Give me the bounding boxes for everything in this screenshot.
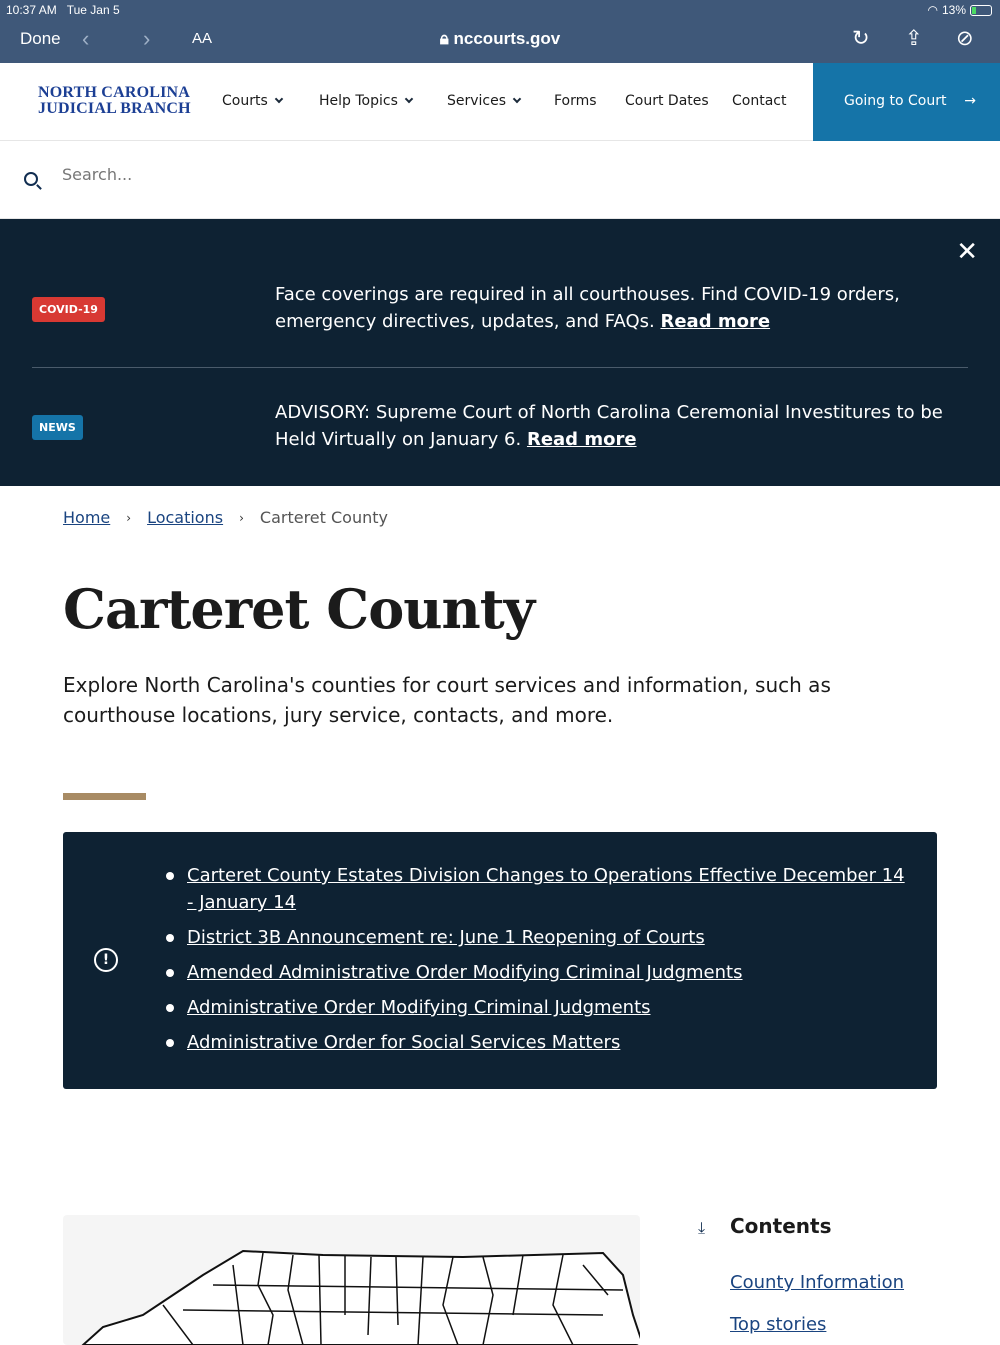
county-map [63,1215,640,1345]
alert-banner [0,219,1000,486]
search-input[interactable] [62,165,862,184]
site-header [0,63,1000,141]
back-icon[interactable]: ‹ [82,26,90,51]
covid-alert-text [275,281,975,335]
accent-rule [63,793,146,800]
nav-help-topics[interactable] [319,93,412,109]
news-badge: NEWS [32,415,83,440]
chevron-down-icon [275,95,283,103]
nav-forms[interactable]: Forms [554,93,597,109]
breadcrumb-locations[interactable]: Locations [147,508,224,527]
contents-nav [698,1214,905,1335]
reader-text-button[interactable]: AA [192,30,213,47]
notice-link[interactable]: Administrative Order for Social Services Matters [187,1032,621,1053]
going-to-court-button[interactable] [813,63,1000,141]
nav-label: Help Topics [319,93,398,109]
list-item [187,924,907,951]
news-alert-text [275,399,975,453]
nav-courts[interactable] [222,93,282,109]
list-item [187,959,907,986]
url-text: nccourts.gov [453,29,561,48]
notices-list [187,862,907,1064]
breadcrumb-current: Carteret County [259,508,388,527]
chevron-right-icon: › [239,510,244,525]
notice-link[interactable]: Administrative Order Modifying Criminal Judgments [187,997,651,1018]
list-item [187,862,907,916]
arrow-right-icon: → [964,93,977,109]
lock-icon: 🔒︎ [439,29,449,48]
nav-court-dates[interactable]: Court Dates [625,93,709,109]
page-intro: Explore North Carolina's counties for court services and information, such as courthouse locations, jury service, contacts, and more. [63,673,831,727]
arrow-down-icon: ⤓ [698,1218,706,1237]
chevron-down-icon [513,95,521,103]
covid-read-more-link[interactable]: Read more [660,311,771,332]
notice-link[interactable]: Amended Administrative Order Modifying Criminal Judgments [187,962,743,983]
list-item [187,994,907,1021]
breadcrumb-home[interactable]: Home [63,508,111,527]
contents-link-county-information[interactable]: County Information [730,1272,905,1293]
search-bar [0,141,1000,219]
nc-map-graphic [63,1215,640,1345]
reload-icon[interactable]: ↻ [852,27,870,50]
share-icon[interactable]: ⇪ [905,27,923,50]
site-logo[interactable] [38,85,191,117]
forward-icon[interactable]: › [143,26,151,51]
search-icon[interactable] [24,172,38,186]
done-button[interactable]: Done [20,29,61,48]
logo-line1: NORTH CAROLINA [38,84,191,101]
battery-percent: 13% [941,3,966,17]
cta-label: Going to Court [844,93,947,109]
alert-text: ADVISORY: Supreme Court of North Carolina Ceremonial Investitures to be Held Virtually on January 6. [275,402,943,450]
address-bar[interactable] [0,29,1000,49]
status-bar [0,0,1000,20]
notices-box [63,832,937,1089]
alert-text: Face coverings are required in all courthouses. Find COVID-19 orders, emergency directives, updates, and FAQs. [275,284,900,332]
contents-title: Contents [730,1214,832,1238]
nav-label: Services [447,93,507,109]
nav-label: Courts [222,93,268,109]
browser-toolbar [0,20,1000,63]
divider [32,367,968,368]
notice-link[interactable]: District 3B Announcement re: June 1 Reopening of Courts [187,927,705,948]
status-time: 10:37 AM [6,3,57,17]
breadcrumb [63,508,388,527]
chevron-down-icon [405,95,413,103]
logo-line2: JUDICIAL BRANCH [38,100,191,117]
nav-contact[interactable]: Contact [732,93,787,109]
contents-link-top-stories[interactable]: Top stories [730,1314,827,1335]
close-icon[interactable]: ✕ [956,237,978,267]
battery-icon [970,5,992,16]
notice-link[interactable]: Carteret County Estates Division Changes to Operations Effective December 14 - January 14 [187,865,905,913]
news-read-more-link[interactable]: Read more [526,429,637,450]
nav-services[interactable] [447,93,520,109]
page-title: Carteret County [63,577,535,641]
wifi-icon: ◠ [927,3,938,17]
covid-badge: COVID-19 [32,297,105,322]
status-date: Tue Jan 5 [66,3,120,17]
chevron-right-icon: › [126,510,132,525]
compass-icon[interactable]: ⊘ [956,27,974,50]
alert-circle-icon: ! [94,948,118,972]
list-item [187,1029,907,1056]
